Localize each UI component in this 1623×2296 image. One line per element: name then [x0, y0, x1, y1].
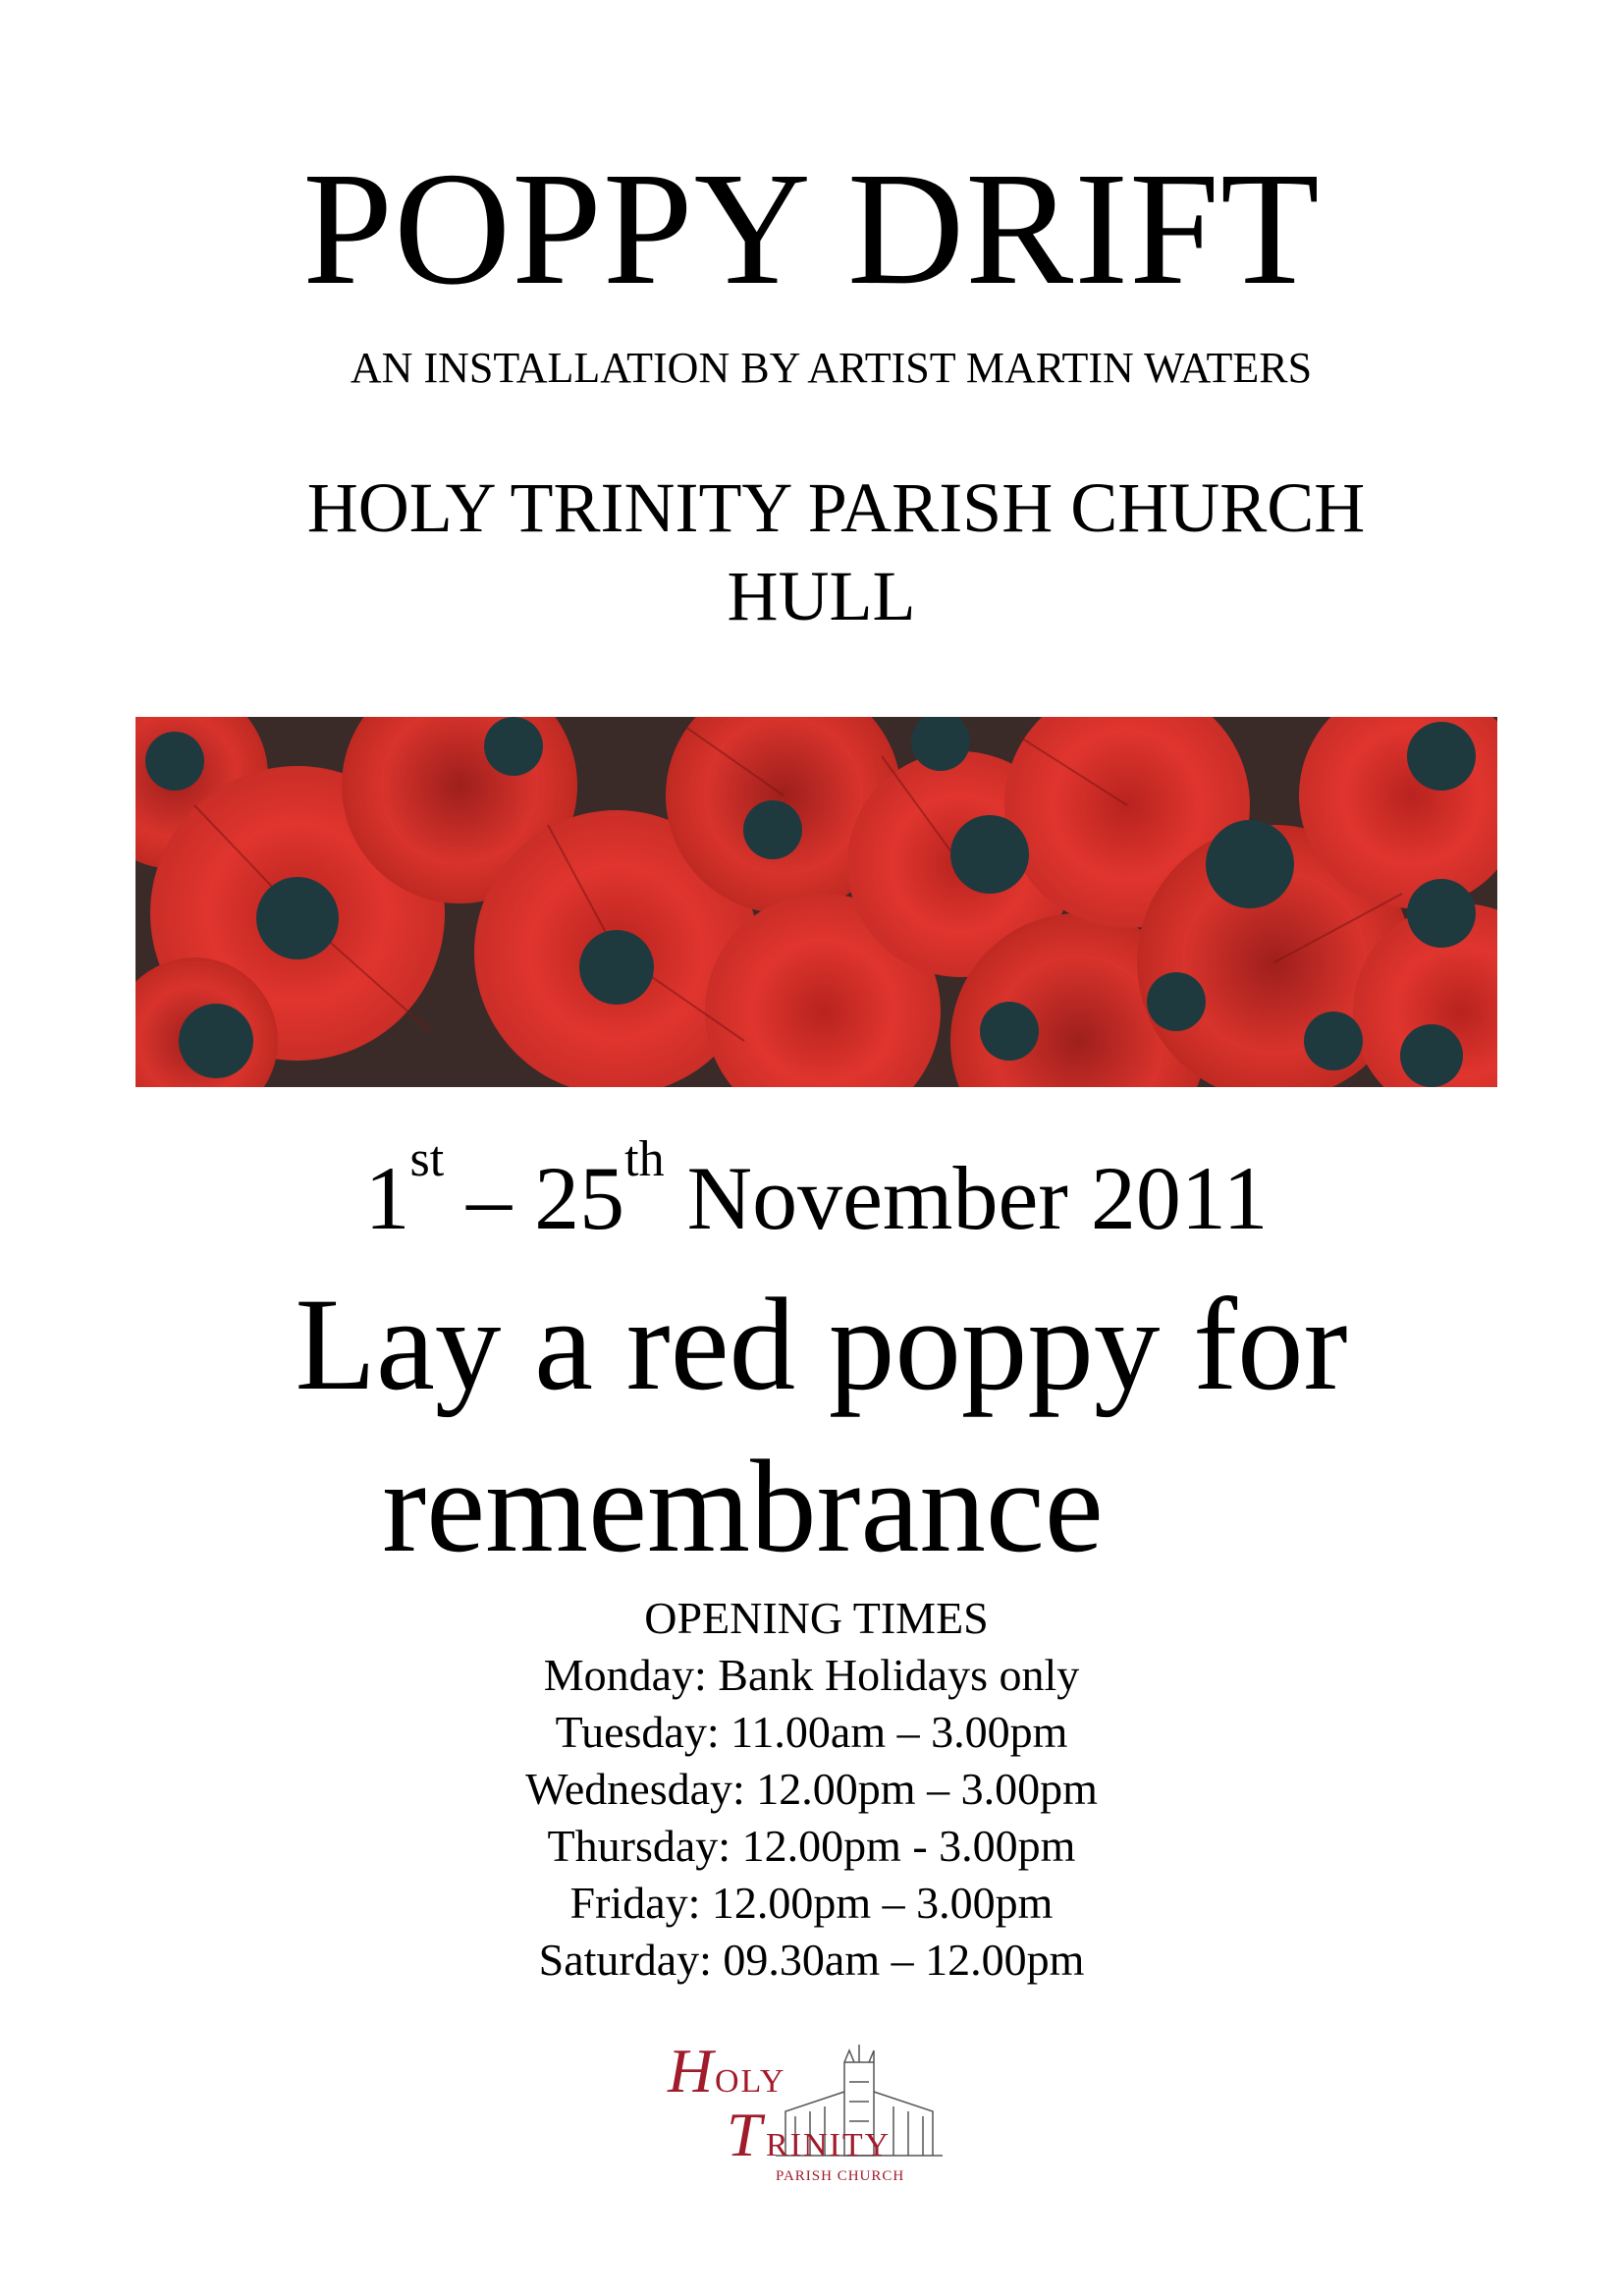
- month-year: November 2011: [664, 1148, 1269, 1248]
- holy-trinity-logo: [638, 2023, 952, 2200]
- church-logo-svg: [638, 2023, 952, 2200]
- opening-time-row: Saturday: 09.30am – 12.00pm: [538, 1935, 1085, 1985]
- opening-time-row: Friday: 12.00pm – 3.00pm: [569, 1878, 1054, 1928]
- logo-word-trinity-initial: T: [727, 2100, 762, 2169]
- start-day-suffix: st: [409, 1131, 445, 1187]
- poppy-banner-image: [135, 717, 1497, 1087]
- venue-city: HULL: [727, 557, 916, 635]
- end-day-suffix: th: [624, 1131, 665, 1187]
- poster-subtitle: AN INSTALLATION BY ARTIST MARTIN WATERS: [350, 344, 1313, 392]
- opening-time-row: Wednesday: 12.00pm – 3.00pm: [525, 1764, 1098, 1814]
- logo-word-holy-initial: H: [668, 2036, 714, 2105]
- poppy-banner-svg: [135, 717, 1497, 1087]
- start-day: 1: [364, 1148, 410, 1248]
- opening-time-row: Tuesday: 11.00am – 3.00pm: [555, 1707, 1068, 1757]
- date-separator: –: [444, 1148, 535, 1248]
- logo-tagline: PARISH CHURCH: [776, 2168, 905, 2184]
- opening-times-list: [0, 1647, 1623, 1989]
- logo-word-trinity-rest: RINITY: [766, 2127, 892, 2163]
- logo-word-holy-rest: OLY: [715, 2063, 786, 2100]
- venue-name: HOLY TRINITY PARISH CHURCH: [306, 468, 1366, 547]
- headline-line-2: remembrance: [382, 1434, 1104, 1580]
- opening-time-row: Monday: Bank Holidays only: [543, 1650, 1080, 1700]
- event-dates: [5, 1131, 1623, 1252]
- end-day: 25: [534, 1148, 625, 1248]
- poster-title: POPPY DRIFT: [302, 138, 1321, 318]
- opening-times-heading: OPENING TIMES: [644, 1593, 989, 1643]
- opening-time-row: Thursday: 12.00pm - 3.00pm: [547, 1821, 1076, 1871]
- headline-line-1: Lay a red poppy for: [295, 1272, 1348, 1418]
